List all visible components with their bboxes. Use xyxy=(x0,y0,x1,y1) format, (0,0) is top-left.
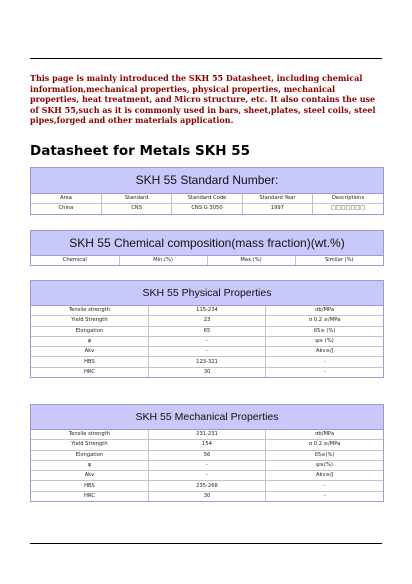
standard-number-title: SKH 55 Standard Number: xyxy=(31,168,383,194)
column-header: Similar (%) xyxy=(295,256,383,265)
property-unit: - xyxy=(266,357,383,367)
table-row xyxy=(31,306,383,316)
table-row xyxy=(31,204,383,214)
property-unit: Akv≥/J xyxy=(266,347,383,357)
property-value: 65 xyxy=(148,326,265,336)
physical-properties-section xyxy=(30,280,384,378)
table-row xyxy=(31,367,383,377)
table-row xyxy=(31,347,383,357)
column-header: Standard Year xyxy=(242,194,312,204)
property-value: - xyxy=(148,336,265,346)
property-name: Elongation xyxy=(31,450,148,460)
property-unit: ψ≥ (%) xyxy=(266,336,383,346)
property-unit: σ 0.2 ≥/MPa xyxy=(266,440,383,450)
property-name: HBS xyxy=(31,481,148,491)
column-header: Max.(%) xyxy=(207,256,295,265)
table-row xyxy=(31,357,383,367)
table-row xyxy=(31,460,383,470)
column-header: Area xyxy=(31,194,101,204)
property-unit: δ5≥(%) xyxy=(266,450,383,460)
chemical-composition-section xyxy=(30,230,384,266)
table-row xyxy=(31,471,383,481)
page-title: Datasheet for Metals SKH 55 xyxy=(30,143,250,159)
top-divider xyxy=(30,58,382,59)
chemical-composition-title: SKH 55 Chemical composition(mass fraction)(wt.%) xyxy=(31,231,383,256)
property-value: - xyxy=(148,460,265,470)
mechanical-properties-table xyxy=(31,430,383,501)
property-value: 30 xyxy=(148,491,265,501)
table-row xyxy=(31,440,383,450)
column-header: Standard xyxy=(101,194,171,204)
property-unit: ψ≥(%) xyxy=(266,460,383,470)
table-row xyxy=(31,450,383,460)
table-row xyxy=(31,326,383,336)
chemical-composition-table xyxy=(31,256,383,265)
property-name: Elongation xyxy=(31,326,148,336)
standard-number-section xyxy=(30,167,384,215)
property-name: ψ xyxy=(31,460,148,470)
table-row xyxy=(31,316,383,326)
property-name: ψ xyxy=(31,336,148,346)
table-row xyxy=(31,336,383,346)
physical-properties-title: SKH 55 Physical Properties xyxy=(31,281,383,306)
property-value: 30 xyxy=(148,367,265,377)
property-name: Akv xyxy=(31,347,148,357)
column-header: Chemical xyxy=(31,256,119,265)
property-name: Yield Strength xyxy=(31,440,148,450)
property-value: - xyxy=(148,471,265,481)
property-unit: σb/MPa xyxy=(266,306,383,316)
table-row xyxy=(31,430,383,440)
property-name: Akv xyxy=(31,471,148,481)
property-name: Tensile strength xyxy=(31,430,148,440)
property-unit: Akv≥/J xyxy=(266,471,383,481)
property-name: HRC xyxy=(31,367,148,377)
property-value: - xyxy=(148,347,265,357)
property-unit: σb/MPa xyxy=(266,430,383,440)
property-unit: - xyxy=(266,367,383,377)
column-header: Descriptions xyxy=(313,194,383,204)
property-unit: - xyxy=(266,491,383,501)
column-header: Min.(%) xyxy=(119,256,207,265)
property-value: 23 xyxy=(148,316,265,326)
property-name: HRC xyxy=(31,491,148,501)
table-cell: 1997 xyxy=(242,204,312,214)
mechanical-properties-title: SKH 55 Mechanical Properties xyxy=(31,405,383,430)
property-value: 235-268 xyxy=(148,481,265,491)
physical-properties-table xyxy=(31,306,383,377)
table-cell: China xyxy=(31,204,101,214)
property-value: 115-234 xyxy=(148,306,265,316)
table-header-row xyxy=(31,194,383,204)
table-cell: CNS xyxy=(101,204,171,214)
standard-number-table xyxy=(31,194,383,214)
property-value: 123-321 xyxy=(148,357,265,367)
property-value: 231-231 xyxy=(148,430,265,440)
intro-paragraph: This page is mainly introduced the SKH 55 Datasheet, including chemical information,mechanical properties, physical properties, mechanical properties, heat treatment, and Micro structure, etc. It also contains the use of SKH 55,such as it is commonly used in bars, sheet,plates, steel coils, steel pipes,forged and other materials application. xyxy=(30,73,376,126)
bottom-divider xyxy=(30,543,382,544)
property-value: 154 xyxy=(148,440,265,450)
property-value: 56 xyxy=(148,450,265,460)
column-header: Standard Code xyxy=(172,194,242,204)
property-unit: - xyxy=(266,481,383,491)
table-row xyxy=(31,481,383,491)
property-unit: σ 0.2 ≥/MPa xyxy=(266,316,383,326)
property-name: HBS xyxy=(31,357,148,367)
property-unit: δ5≥ (%) xyxy=(266,326,383,336)
table-cell: CNS G 3050 xyxy=(172,204,242,214)
mechanical-properties-section xyxy=(30,404,384,502)
property-name: Tensile strength xyxy=(31,306,148,316)
property-name: Yield Strength xyxy=(31,316,148,326)
table-header-row xyxy=(31,256,383,265)
table-cell: □□□□□□□ xyxy=(313,204,383,214)
table-row xyxy=(31,491,383,501)
